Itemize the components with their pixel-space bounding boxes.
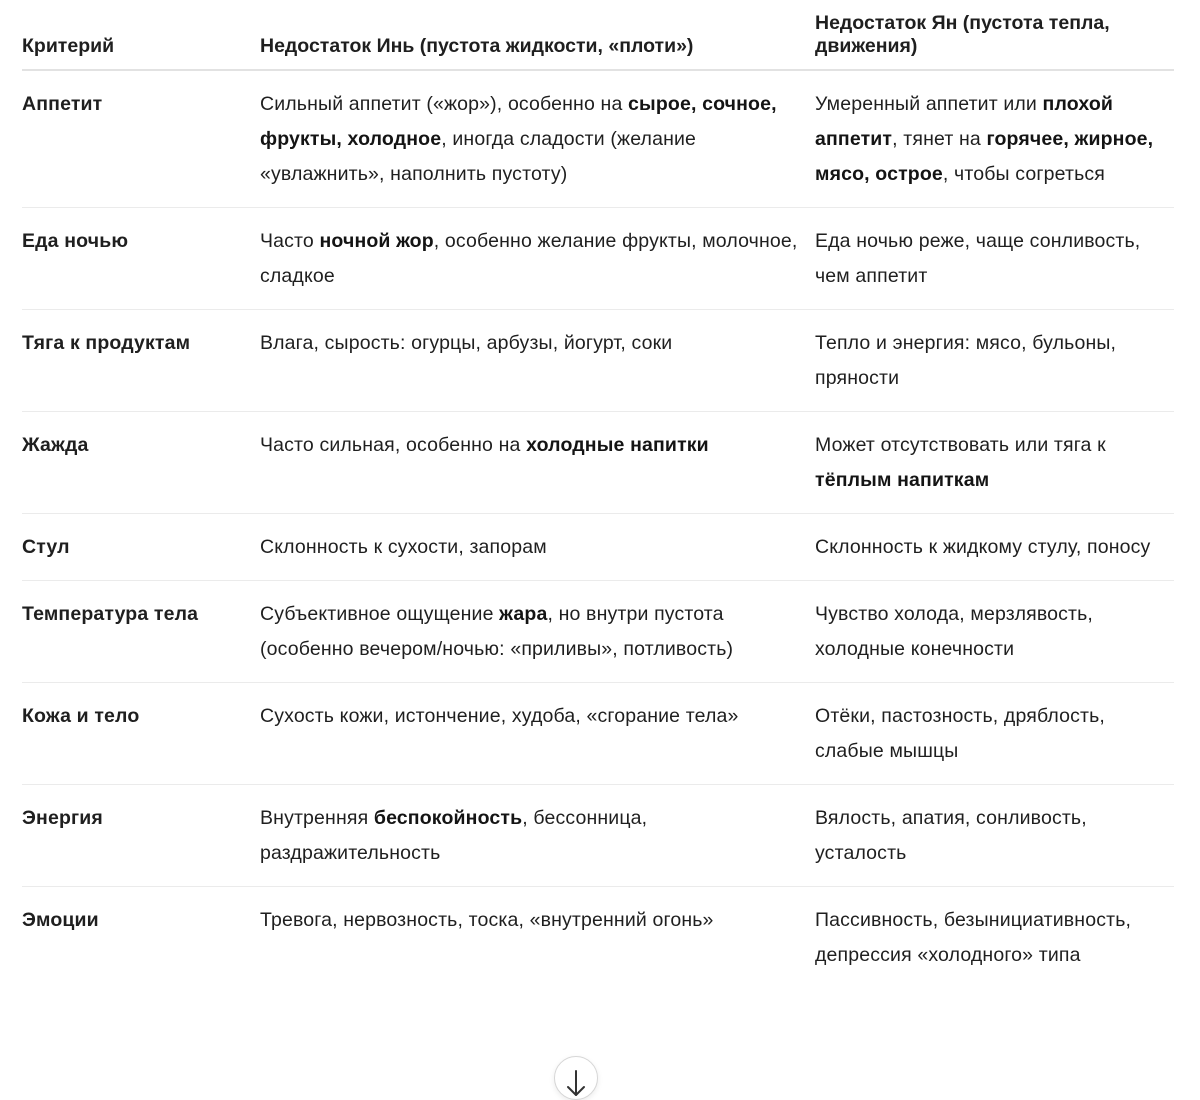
text-segment: , тянет на (892, 128, 987, 150)
cell-yang (815, 70, 1174, 208)
cell-yin (260, 70, 815, 208)
text-segment: Тревога, нервозность, тоска, «внутренний огонь» (260, 909, 714, 931)
cell-yang (815, 208, 1174, 310)
cell-yang (815, 683, 1174, 785)
text-segment: Склонность к жидкому стулу, поносу (815, 536, 1151, 558)
cell-yang (815, 785, 1174, 887)
cell-criterion: Температура тела (22, 581, 260, 683)
table-row (22, 310, 1174, 412)
table-row (22, 514, 1174, 581)
bold-text: плохой аппетит (815, 93, 1114, 150)
text-segment: Внутренняя (260, 807, 374, 829)
text-segment: , особенно желание фрукты, молочное, сладкое (260, 230, 798, 287)
cell-yang (815, 412, 1174, 514)
text-segment: Субъективное ощущение (260, 603, 500, 625)
text-segment: , бессонница, раздражительность (260, 807, 648, 864)
cell-yin (260, 412, 815, 514)
cell-criterion: Эмоции (22, 909, 99, 931)
table-row (22, 412, 1174, 514)
comparison-table (22, 0, 1174, 988)
text-segment: , чтобы согреться (942, 163, 1105, 185)
text-segment: Тепло и энергия: мясо, бульоны, пряности (815, 332, 1117, 389)
cell-criterion: Аппетит (22, 70, 260, 208)
table-header (22, 0, 1174, 70)
bold-text: жара (499, 603, 548, 625)
bold-text: тёплым напиткам (815, 469, 990, 491)
bold-text: беспокойность (373, 807, 523, 829)
header-yang-deficiency: Недостаток Ян (пустота тепла, движения) (815, 0, 1174, 70)
table-row (22, 208, 1174, 310)
cell-criterion: Тяга к продуктам (22, 310, 260, 412)
text-segment: Отёки, пастозность, дряблость, слабые мышцы (815, 705, 1105, 762)
cell-yin (260, 581, 815, 683)
text-segment: Сильный аппетит («жор»), особенно на (260, 93, 629, 115)
cell-criterion: Стул (22, 514, 260, 581)
scroll-to-bottom-button[interactable] (554, 1056, 598, 1100)
arrow-down-icon (565, 1068, 587, 1098)
cell-criterion: Кожа и тело (22, 683, 260, 785)
cell-yin (260, 785, 815, 887)
bold-text: сырое, сочное, фрукты, холодное (260, 93, 777, 150)
header-criterion: Критерий (22, 0, 260, 70)
cell-yin (260, 683, 815, 785)
text-segment: Пассивность, безынициативность, депрессия «холодного» типа (815, 909, 1132, 966)
text-segment: Влага, сырость: огурцы, арбузы, йогурт, соки (260, 332, 673, 354)
text-segment: Сухость кожи, истончение, худоба, «сгорание тела» (260, 705, 739, 727)
text-segment: Часто (260, 230, 320, 252)
text-segment: , иногда сладости (желание «увлажнить», наполнить пустоту) (260, 128, 697, 185)
table-body (22, 70, 1174, 988)
cell-yang (815, 887, 1174, 989)
table-row (22, 70, 1174, 208)
header-row (22, 0, 1174, 70)
bold-text: холодные напитки (526, 434, 709, 456)
text-segment: , но внутри пустота (особенно вечером/ночью: «приливы», потливость) (260, 603, 734, 660)
cell-yin (260, 514, 815, 581)
text-segment: Чувство холода, мерзлявость, холодные конечности (815, 603, 1093, 660)
table-row (22, 785, 1174, 887)
text-segment: Умеренный аппетит или (815, 93, 1043, 115)
cell-yin (260, 887, 815, 989)
cell-criterion: Энергия (22, 785, 260, 887)
cell-criterion: Еда ночью (22, 208, 260, 310)
table-row (22, 887, 1174, 989)
text-segment: Склонность к сухости, запорам (260, 536, 547, 558)
text-segment: Может отсутствовать или тяга к (815, 434, 1106, 456)
cell-criterion: Жажда (22, 412, 260, 514)
header-yin-deficiency: Недостаток Инь (пустота жидкости, «плоти») (260, 0, 815, 70)
table-row (22, 683, 1174, 785)
cell-yang (815, 310, 1174, 412)
cell-yang (815, 581, 1174, 683)
cell-yang (815, 514, 1174, 581)
text-segment: Вялость, апатия, сонливость, усталость (815, 807, 1087, 864)
cell-yin (260, 208, 815, 310)
table-row (22, 581, 1174, 683)
text-segment: Еда ночью реже, чаще сонливость, чем аппетит (815, 230, 1141, 287)
text-segment: Часто сильная, особенно на (260, 434, 527, 456)
bold-text: горячее, жирное, мясо, острое (815, 128, 1154, 185)
cell-yin (260, 310, 815, 412)
bold-text: ночной жор (319, 230, 434, 252)
